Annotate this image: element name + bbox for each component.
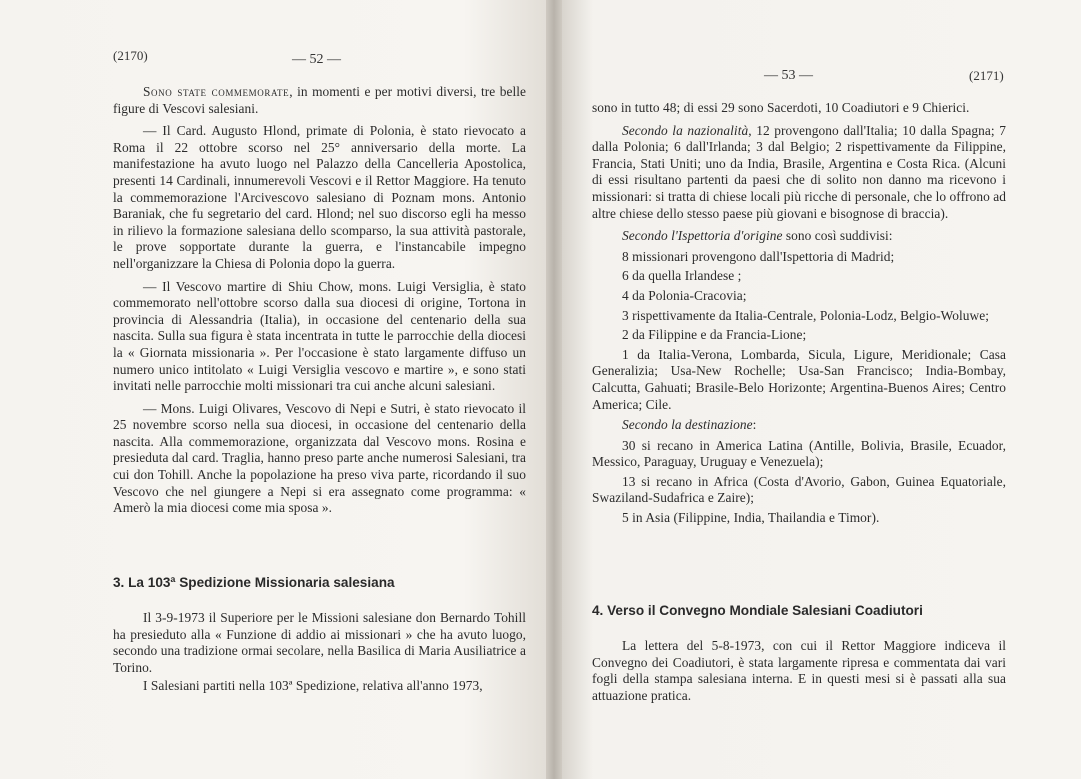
right-page-number: — 53 —: [764, 68, 813, 83]
intro-paragraph: [113, 84, 526, 117]
destinazione-item: 30 si recano in America Latina (Antille, Bolivia, Brasile, Ecuador, Messico, Paraguay, Uruguay e Venezuela);: [592, 437, 1006, 470]
ispettoria-lead: Secondo l'Ispettoria d'origine: [622, 228, 783, 244]
right-column: [592, 100, 1006, 530]
totals-paragraph: sono in tutto 48; di essi 29 sono Sacerdoti, 10 Coadiutori e 9 Chierici.: [592, 100, 970, 115]
right-page-code: (2171): [969, 68, 1004, 83]
intro-rest: , in momenti e per motivi diversi, tre belle figure di Vescovi salesiani.: [113, 84, 526, 116]
nationality-lead: Secondo la nazionalità: [622, 122, 749, 138]
left-page-number: — 52 —: [292, 52, 341, 67]
destinazione-lead: Secondo la destinazione: [622, 417, 753, 433]
ispettoria-list: [592, 249, 1006, 413]
partiti-paragraph: I Salesiani partiti nella 103ª Spedizione, relativa all'anno 1973,: [143, 678, 483, 694]
olivares-paragraph: — Mons. Luigi Olivares, Vescovo di Nepi e Sutri, è stato rievocato il 25 novembre scorso nella sua diocesi, in occasione del centenario della nascita. Alla commemorazione, organizzata dal Vescovo mons. Rosina e presieduta dal card. Traglia, hanno preso parte anche numerosi Salesiani, tra cui don Tohill. Anche la popolazione ha preso viva parte, ricordando il suo Vescovo che nel giungere a Nepi si era assegnato come programma: « Amerò la mia diocesi come mia sposa ».: [113, 400, 526, 516]
versiglia-paragraph: — Il Vescovo martire di Shiu Chow, mons. Luigi Versiglia, è stato commemorato nell'ottobre scorso dalla sua diocesi di origine, Tortona in provincia di Alessandria (Italia), in occasione del centenario della sua nascita. Sulla sua figura è stata incentrata in tutte le parrocchie della diocesi la « Giornata missionaria ». Per l'occasione è stato largamente diffuso un numero unico intitolato « Luigi Versiglia vescovo e martire », e sono stati invitati nelle parrocchie molti missionari tra cui anche alcuni salesiani.: [113, 278, 526, 394]
ispettoria-paragraph: [592, 228, 1006, 245]
ispettoria-item: 8 missionari provengono dall'Ispettoria di Madrid;: [622, 248, 895, 264]
nationality-rest: , 12 provengono dall'Italia; 10 dalla Spagna; 7 dalla Polonia; 6 dall'Irlanda; 3 dal Belgio; 2 rispettivamente da Filippine, Francia, Stati Uniti; uno da India, Brasile, Argentina e Costa Rica. (Alcuni di essi risultano partenti da paesi che di solito non danno ma ricevono i missionari: si tratta di chiese locali più ricche di personale, che lo offrono ad altre chiese dello stesso paese più giovani e bisognose di braccia).: [592, 122, 1006, 221]
intro-lead: Sono state commemorate: [143, 84, 290, 99]
right-page: [562, 0, 1081, 779]
destinazione-list: [592, 438, 1006, 527]
ispettoria-item: 6 da quella Irlandese ;: [622, 268, 742, 284]
ispettoria-rest: sono così suddivisi:: [782, 228, 893, 244]
hlond-paragraph: — Il Card. Augusto Hlond, primate di Polonia, è stato rievocato a Roma il 22 ottobre scorso nel 25° anniversario della morte. La manifestazione ha avuto luogo nel Palazzo della Cancelleria Apostolica, presenti 14 Cardinali, innumerevoli Vescovi e il Rettor Maggiore. Ha tenuto la commemorazione l'Arcivescovo salesiano di Poznam mons. Antonio Baraniak, che fu segretario del card. Hlond; nel suo discorso egli ha messo in rilievo la formazione salesiana dello scomparso, la sua attività pastorale, le prove sopportate durante la guerra, e l'instancabile impegno nell'organizzare la Chiesa di Polonia dopo la guerra.: [113, 123, 526, 271]
spedizione-paragraph: Il 3-9-1973 il Superiore per le Missioni salesiane don Bernardo Tohill ha presieduto alla « Funzione di addio ai missionari » che ha avuto luogo, secondo una tradizione ormai secolare, nella Basilica di Maria Ausiliatrice a Torino.: [113, 610, 526, 675]
destinazione-rest: :: [752, 417, 757, 433]
section-3-heading: 3. La 103ª Spedizione Missionaria salesiana: [113, 575, 395, 590]
right-column-bottom: [592, 638, 1006, 704]
left-column-bottom: [113, 610, 526, 695]
ispettoria-item: 2 da Filippine e da Francia-Lione;: [622, 327, 807, 343]
destinazione-item: 5 in Asia (Filippine, India, Thailandia e Timor).: [622, 510, 880, 526]
convegno-paragraph: La lettera del 5-8-1973, con cui il Rettor Maggiore indiceva il Convegno dei Coadiutori, è stata largamente ripresa e commentata dai vari fogli della stampa salesiana interna. E in questi mesi si è passati alla sua attuazione pratica.: [592, 638, 1006, 703]
destinazione-paragraph: [592, 417, 1006, 434]
ispettoria-item: 3 rispettivamente da Italia-Centrale, Polonia-Lodz, Belgio-Woluwe;: [622, 307, 990, 323]
ispettoria-item: 1 da Italia-Verona, Lombarda, Sicula, Ligure, Meridionale; Casa Generalizia; Usa-New Rochelle; Usa-San Francisco; India-Bombay, Calcutta, Gahuati; Brasile-Belo Horizonte; Argentina-Buenos Aires; Centro America; Cile.: [592, 346, 1006, 412]
destinazione-item: 13 si recano in Africa (Costa d'Avorio, Gabon, Guinea Equatoriale, Swaziland-Sudafrica e Zaire);: [592, 473, 1006, 506]
nationality-paragraph: [592, 123, 1006, 223]
ispettoria-item: 4 da Polonia-Cracovia;: [622, 287, 747, 303]
left-column: [113, 84, 526, 517]
left-page-code: (2170): [113, 48, 148, 63]
book-gutter: [546, 0, 562, 779]
section-4-heading: 4. Verso il Convegno Mondiale Salesiani Coadiutori: [592, 603, 923, 618]
